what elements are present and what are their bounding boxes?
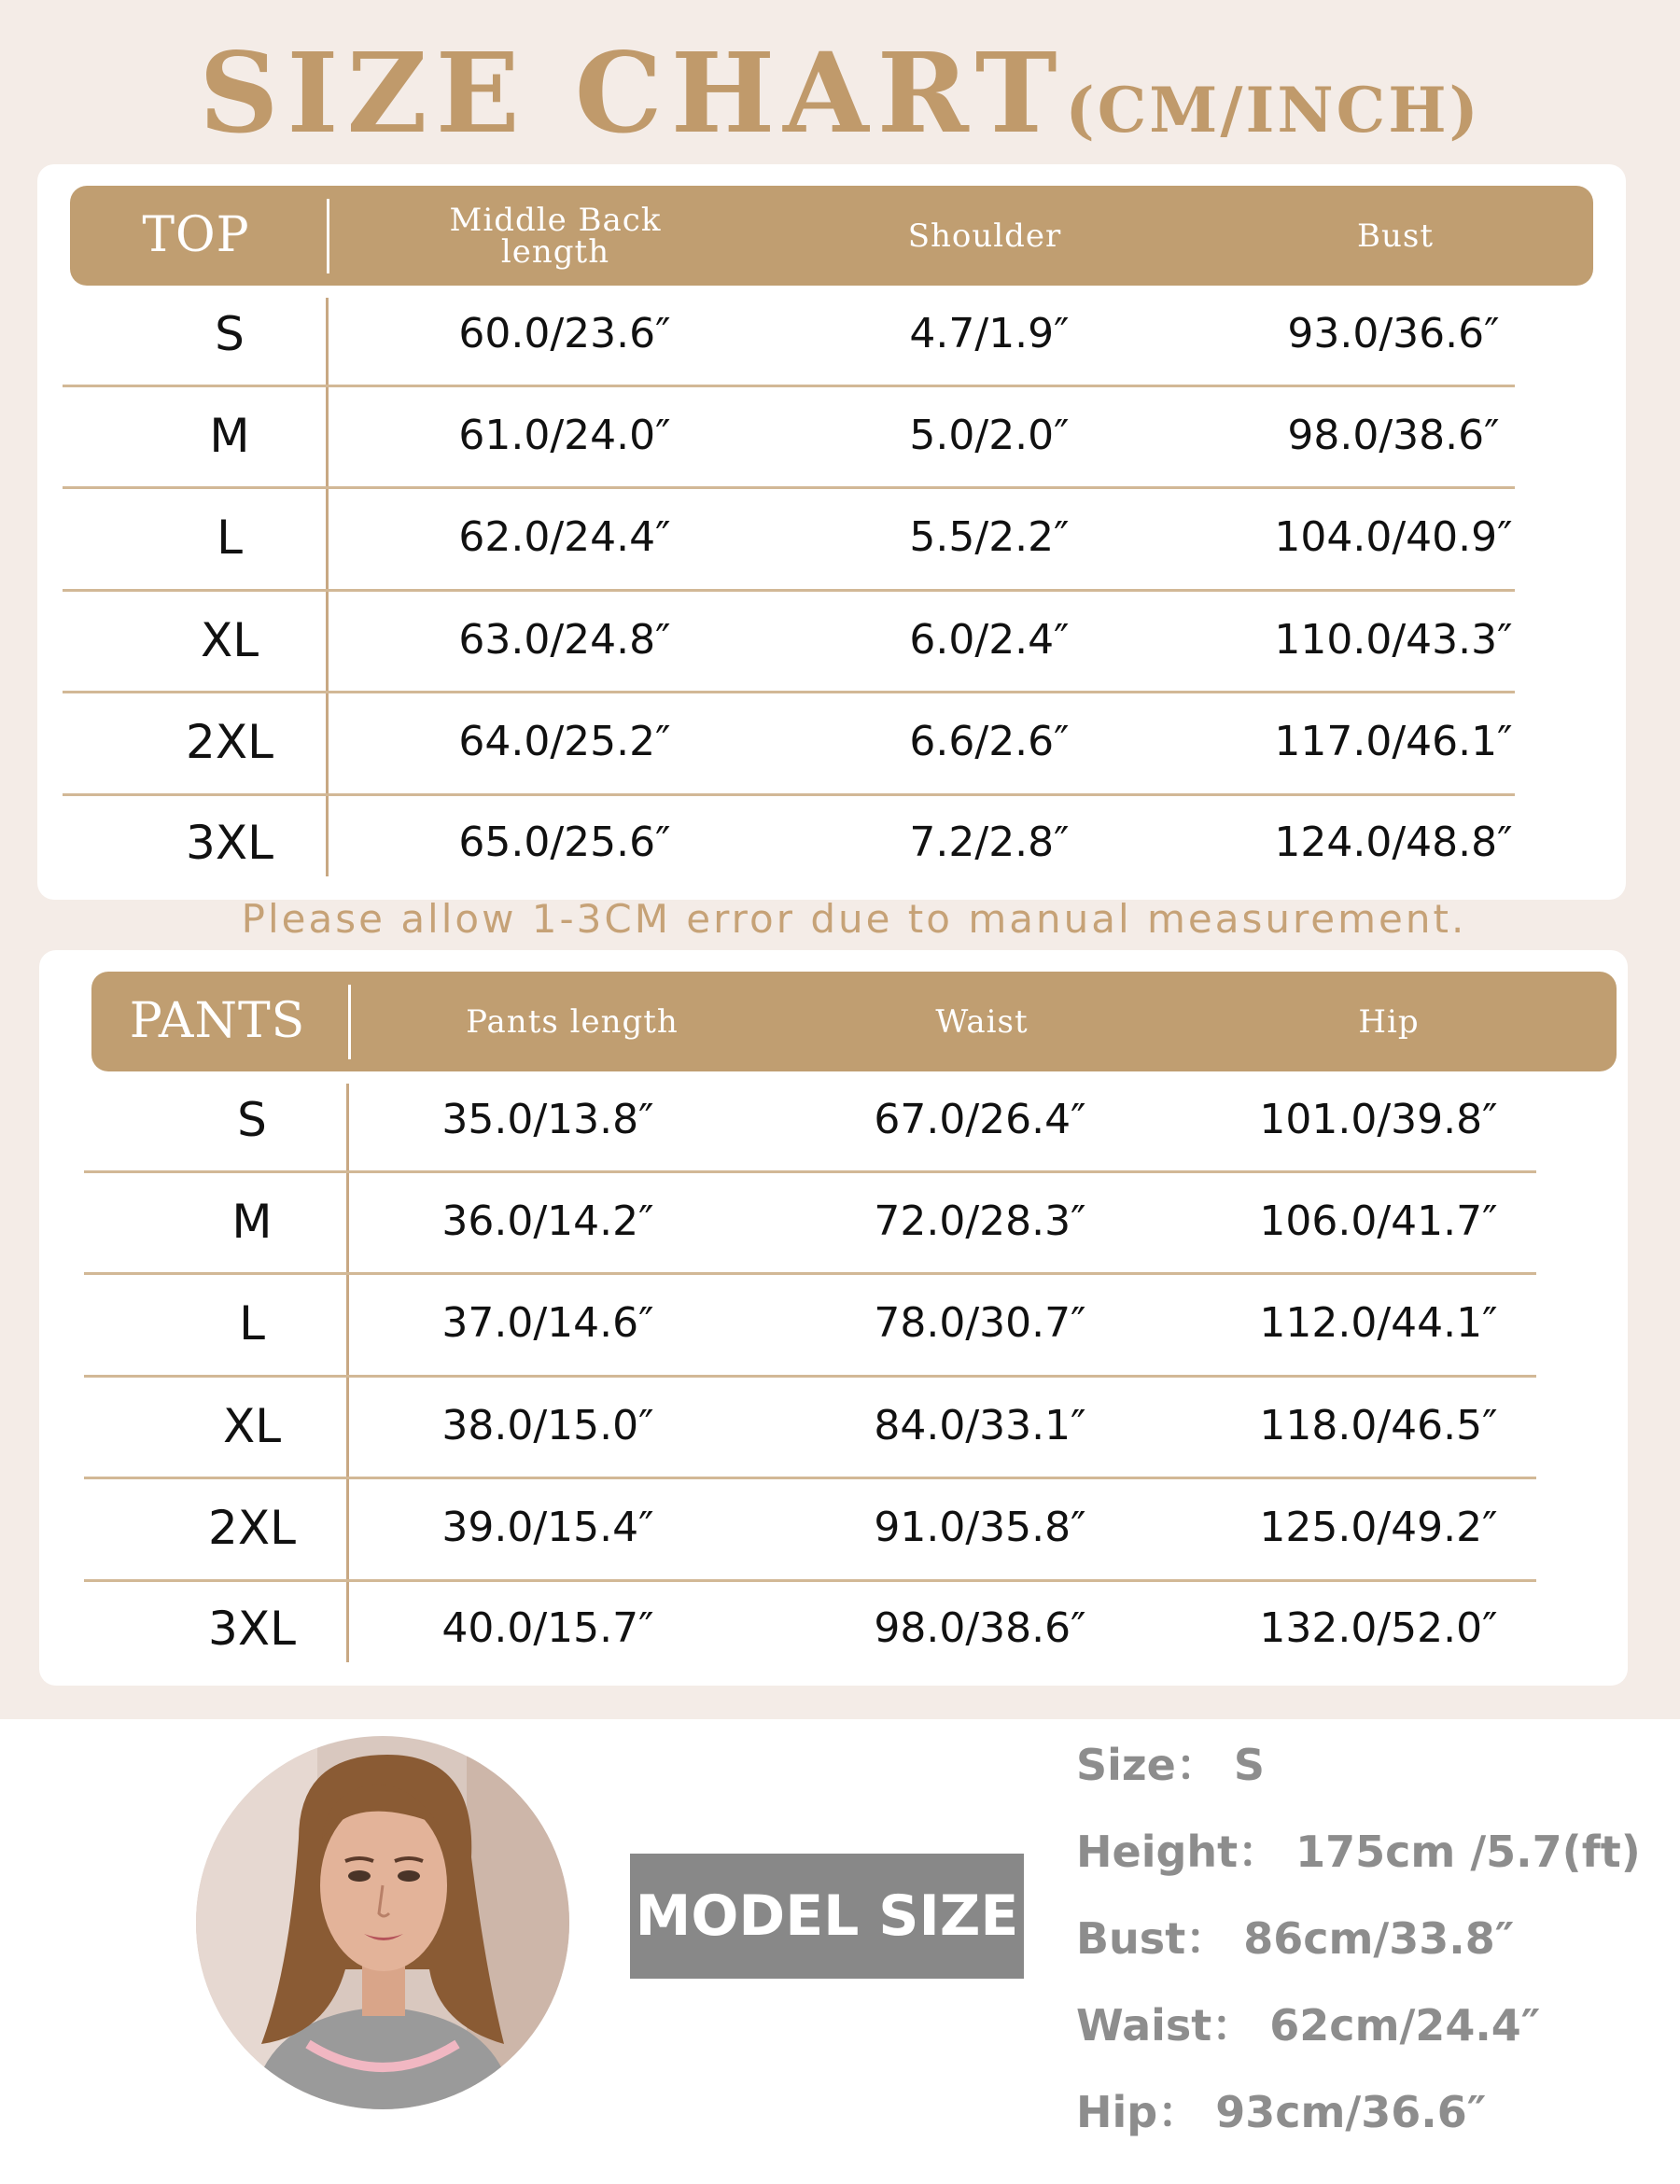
hip-value: 125.0/49.2″ xyxy=(1259,1504,1498,1551)
middle-back-length-value: 60.0/23.6″ xyxy=(458,310,671,357)
pants-length-value: 39.0/15.4″ xyxy=(441,1504,654,1551)
row-divider xyxy=(63,691,1515,693)
top-table-header xyxy=(70,186,1593,286)
middle-back-length-value: 65.0/25.6″ xyxy=(458,819,671,866)
title-main: SIZE CHART xyxy=(199,28,1066,158)
waist-value: 91.0/35.8″ xyxy=(874,1504,1086,1551)
column-header-bust: Bust xyxy=(1357,217,1434,255)
size-label: M xyxy=(231,1195,273,1249)
size-label: L xyxy=(217,511,243,565)
pants-length-value: 38.0/15.0″ xyxy=(441,1402,654,1449)
bust-value: 110.0/43.3″ xyxy=(1274,616,1513,664)
size-label: 3XL xyxy=(208,1602,296,1656)
bust-value: 117.0/46.1″ xyxy=(1274,718,1513,765)
hip-value: 101.0/39.8″ xyxy=(1259,1096,1498,1143)
size-label: 2XL xyxy=(208,1501,296,1555)
waist-value: 67.0/26.4″ xyxy=(874,1096,1086,1143)
pants-size-table xyxy=(39,950,1628,1686)
top-size-table xyxy=(37,164,1626,900)
model-spec-waist: Waist： 62cm/24.4″ xyxy=(1076,2000,1541,2051)
size-label: S xyxy=(237,1093,267,1147)
model-spec-height: Height： 175cm /5.7(ft) xyxy=(1076,1827,1641,1877)
shoulder-value: 5.5/2.2″ xyxy=(909,513,1070,561)
pants-length-value: 35.0/13.8″ xyxy=(441,1096,654,1143)
size-label: L xyxy=(239,1296,265,1351)
bust-value: 104.0/40.9″ xyxy=(1274,513,1513,561)
row-divider xyxy=(84,1170,1536,1173)
size-label: S xyxy=(215,307,245,361)
column-header-waist: Waist xyxy=(935,1002,1029,1041)
hip-value: 106.0/41.7″ xyxy=(1259,1197,1498,1245)
model-size-badge: MODEL SIZE xyxy=(630,1854,1024,1979)
pants-length-value: 40.0/15.7″ xyxy=(441,1604,654,1652)
middle-back-length-value: 64.0/25.2″ xyxy=(458,718,671,765)
row-divider xyxy=(63,793,1515,796)
waist-value: 72.0/28.3″ xyxy=(874,1197,1086,1245)
shoulder-value: 6.6/2.6″ xyxy=(909,718,1070,765)
title-unit: (CM/INCH) xyxy=(1065,74,1481,147)
row-divider xyxy=(63,589,1515,592)
shoulder-value: 5.0/2.0″ xyxy=(909,412,1070,459)
pants-length-value: 37.0/14.6″ xyxy=(441,1299,654,1347)
bust-value: 98.0/38.6″ xyxy=(1287,412,1500,459)
column-header-pants-length: Pants length xyxy=(466,1002,679,1041)
middle-back-length-value: 61.0/24.0″ xyxy=(458,412,671,459)
column-header-middle-back-length: Middle Back length xyxy=(449,201,662,271)
bust-value: 124.0/48.8″ xyxy=(1274,819,1513,866)
size-label: M xyxy=(209,409,250,463)
model-spec-hip: Hip： 93cm/36.6″ xyxy=(1076,2087,1487,2137)
row-divider xyxy=(63,486,1515,489)
row-divider xyxy=(84,1272,1536,1275)
hip-value: 112.0/44.1″ xyxy=(1259,1299,1498,1347)
header-divider xyxy=(348,985,351,1059)
top-category-label: TOP xyxy=(142,207,250,263)
row-divider xyxy=(84,1375,1536,1378)
model-spec-bust: Bust： 86cm/33.8″ xyxy=(1076,1913,1515,1964)
model-portrait-icon xyxy=(196,1736,569,2109)
shoulder-value: 7.2/2.8″ xyxy=(909,819,1070,866)
size-label: XL xyxy=(222,1399,282,1453)
hip-value: 118.0/46.5″ xyxy=(1259,1402,1498,1449)
column-header-shoulder: Shoulder xyxy=(907,217,1062,255)
shoulder-value: 4.7/1.9″ xyxy=(909,310,1070,357)
row-divider xyxy=(84,1579,1536,1582)
row-divider xyxy=(63,385,1515,387)
pants-category-label: PANTS xyxy=(129,993,306,1049)
middle-back-length-value: 62.0/24.4″ xyxy=(458,513,671,561)
size-label: 3XL xyxy=(186,816,273,870)
waist-value: 78.0/30.7″ xyxy=(874,1299,1086,1347)
column-header-hip: Hip xyxy=(1358,1002,1420,1041)
shoulder-value: 6.0/2.4″ xyxy=(909,616,1070,664)
page-title xyxy=(0,28,1680,158)
middle-back-length-value: 63.0/24.8″ xyxy=(458,616,671,664)
waist-value: 98.0/38.6″ xyxy=(874,1604,1086,1652)
header-divider xyxy=(327,199,329,273)
measurement-error-note: Please allow 1-3CM error due to manual measurement. xyxy=(241,896,1467,942)
size-label: XL xyxy=(200,613,259,667)
hip-value: 132.0/52.0″ xyxy=(1259,1604,1498,1652)
pants-table-header xyxy=(91,972,1617,1071)
row-divider xyxy=(84,1477,1536,1479)
size-label: 2XL xyxy=(186,715,273,769)
pants-length-value: 36.0/14.2″ xyxy=(441,1197,654,1245)
model-spec-size: Size： S xyxy=(1076,1740,1266,1790)
waist-value: 84.0/33.1″ xyxy=(874,1402,1086,1449)
bust-value: 93.0/36.6″ xyxy=(1287,310,1500,357)
